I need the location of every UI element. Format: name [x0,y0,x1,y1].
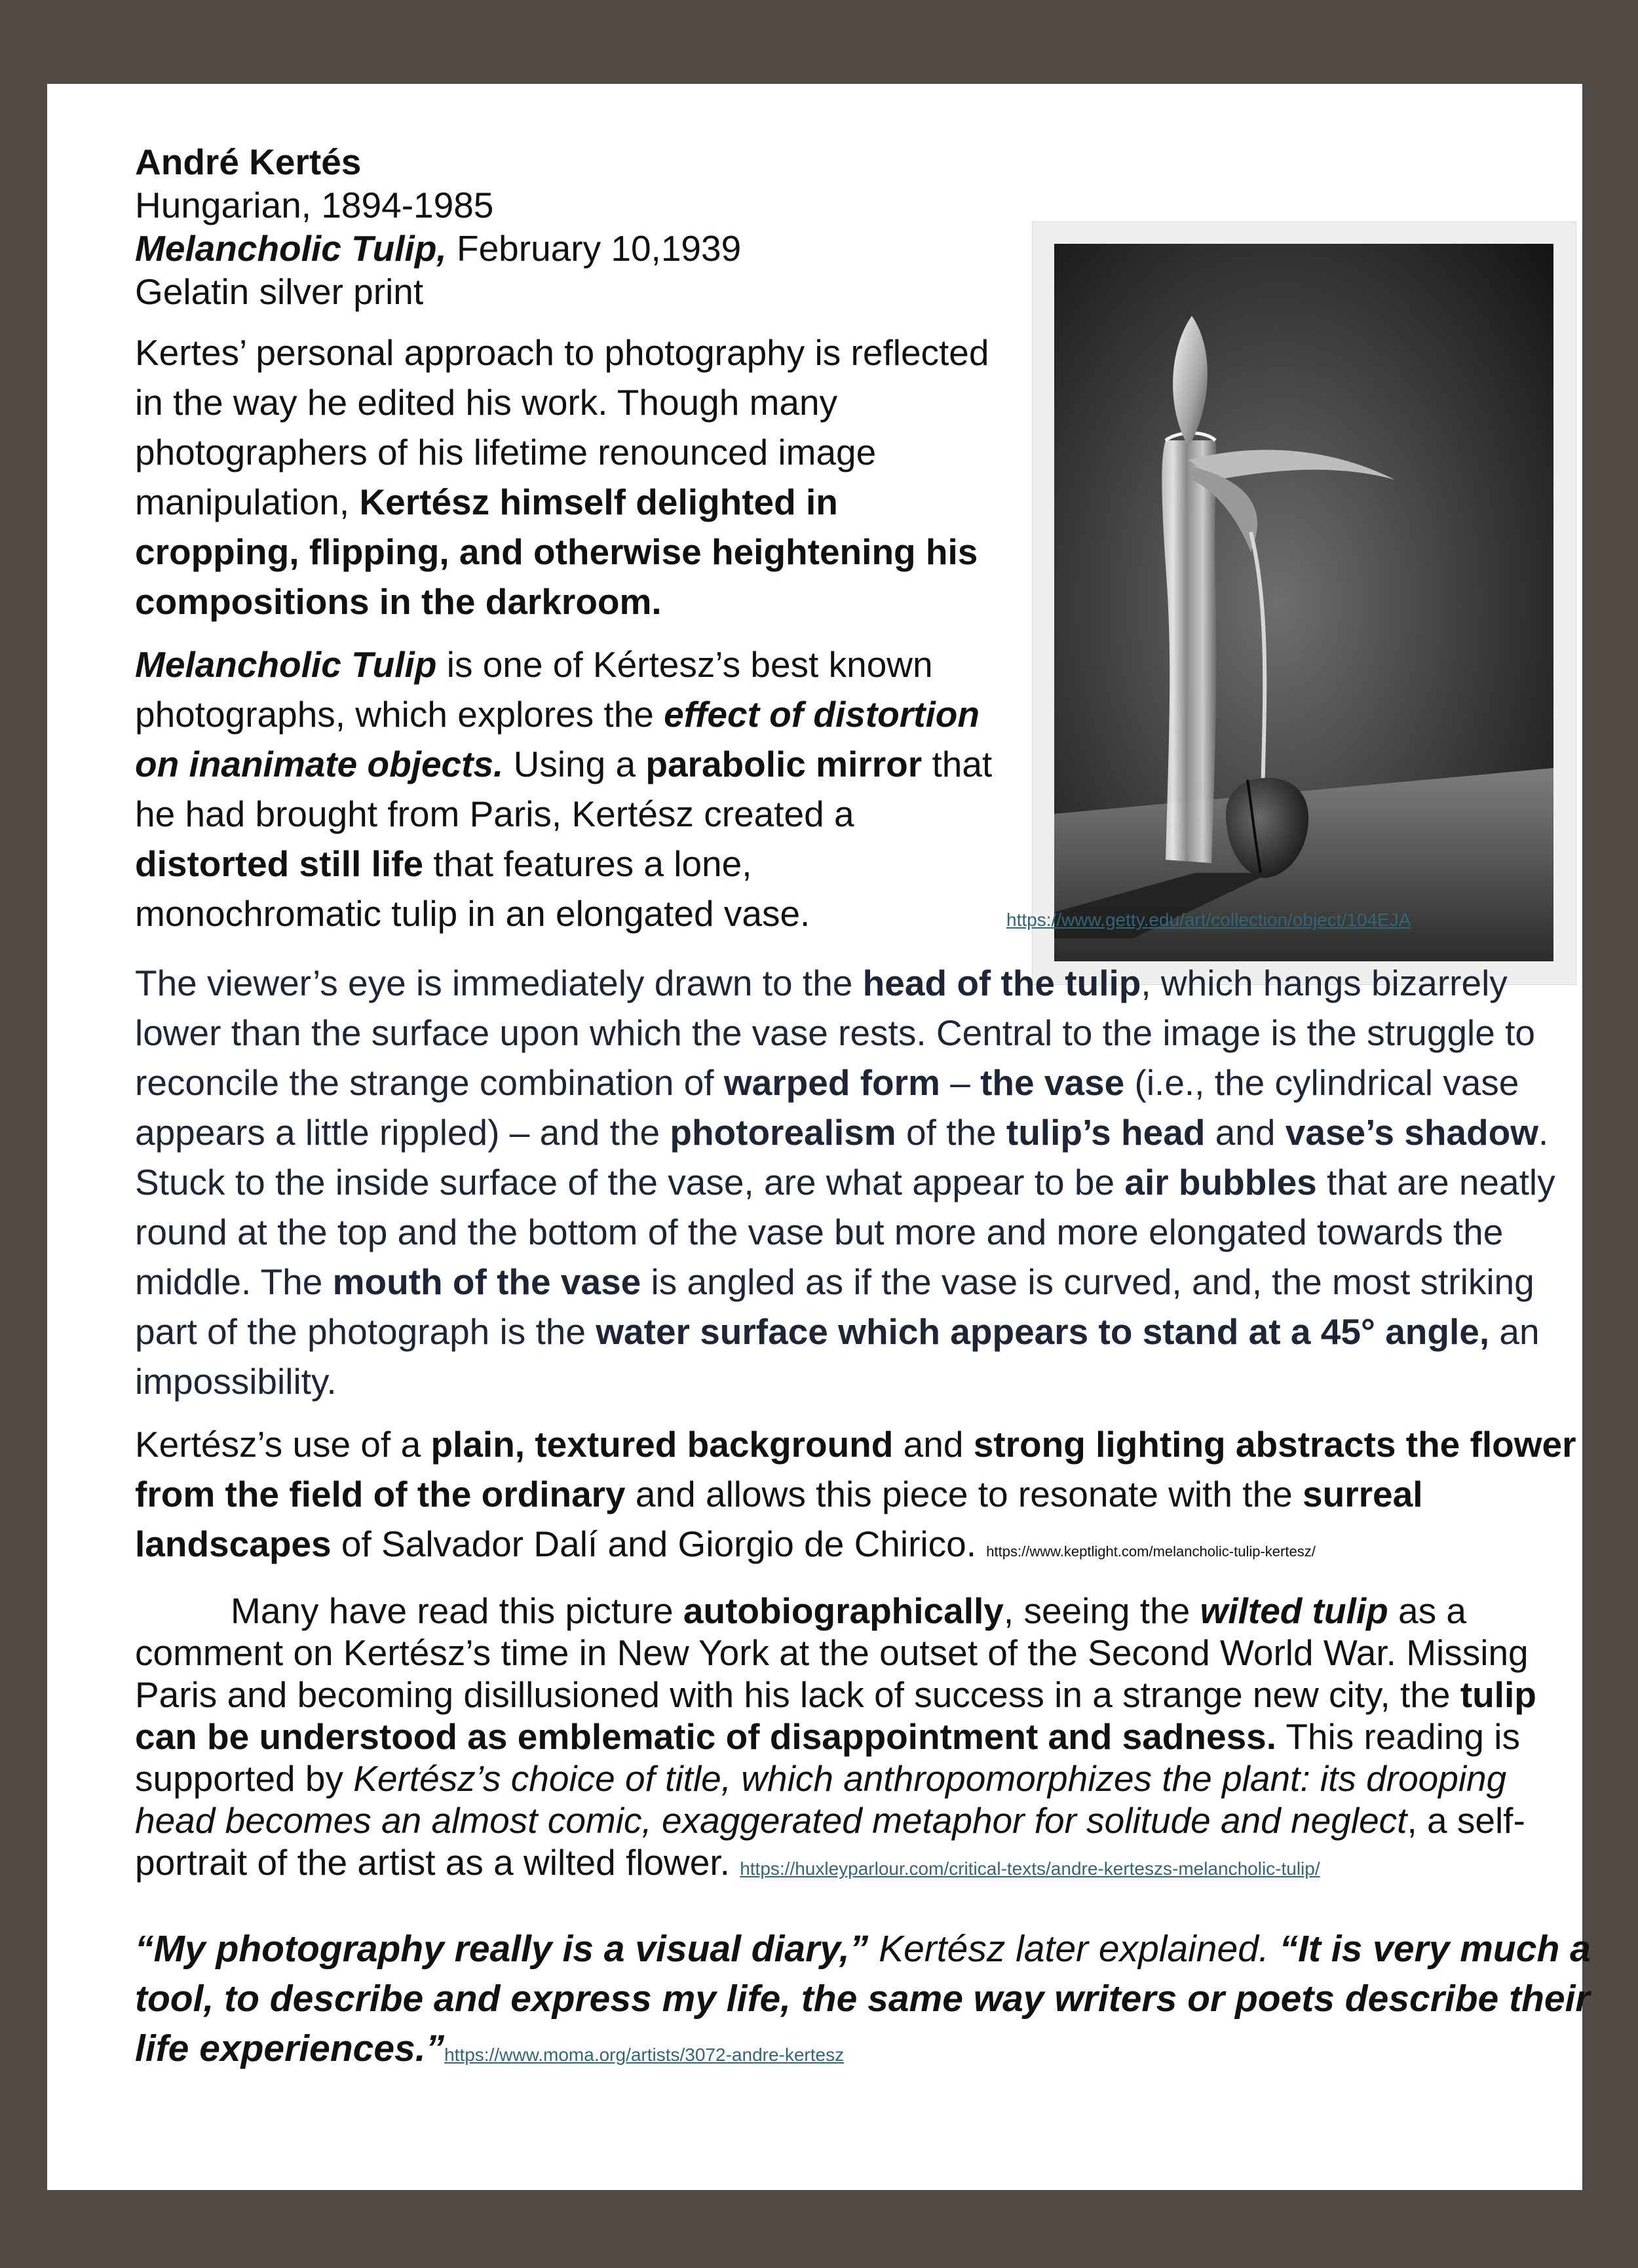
artist-quote: “My photography really is a visual diary,” Kertész later explained. “It is very much a tool, to describe and express my life, the same way writers or poets describe their life experiences.”https://www.moma.org/artists/3072-andre-kertesz [135,1928,1591,2069]
document-page [47,84,1591,2190]
artwork-title-date: Melancholic Tulip, February 10,1939 [135,228,742,269]
moma-link[interactable]: https://www.moma.org/artists/3072-andre-kertesz [444,2045,845,2065]
artwork-caption [135,140,1596,313]
artwork-medium: Gelatin silver print [135,271,424,312]
paragraph-autobiographical: Many have read this picture autobiographically, seeing the wilted tulip as a comment on Kertész’s time in New York at the outset of the Second World War. Missing Paris and becoming disillusioned with his lack of success in a strange new city, the tulip can be understood as emblematic of disappointment and sadness. This reading is supported by Kertész’s choice of title, which anthropomorphizes the plant: its drooping head becomes an almost comic, exaggerated metaphor for solitude and neglect, a self-portrait of the artist as a wilted flower. https://huxleyparlour.com/critical-texts/andre-kerteszs-melancholic-tulip/ [135,1590,1536,1883]
paragraph-distortion: Melancholic Tulip is one of Kértesz’s best known photographs, which explores the effect of distortion on inanimate objects. Using a parabolic mirror that he had brought from Paris, Kertész created a distorted still life that features a lone, monochromatic tulip in an elongated vase. https://www.getty.edu/art/collection/object/104EJA [135,644,1411,934]
huxleyparlour-link[interactable]: https://huxleyparlour.com/critical-texts/andre-kerteszs-melancholic-tulip/ [740,1858,1320,1879]
paragraph-background-lighting: Kertész’s use of a plain, textured background and strong lighting abstracts the flower from the field of the ordinary and allows this piece to resonate with the surreal landscapes of Salvador Dalí and Giorgio de Chirico. https://www.keptlight.com/melancholic-tulip-kertesz/ [135,1424,1576,1564]
keptlight-link[interactable]: https://www.keptlight.com/melancholic-tulip-kertesz/ [986,1543,1316,1560]
artist-nationality: Hungarian, 1894-1985 [135,185,494,225]
artist-name: André Kertés [135,142,362,182]
paragraph-viewer-eye: The viewer’s eye is immediately drawn to the head of the tulip, which hangs bizarrely lower than the surface upon which the vase rests. Central to the image is the struggle to reconcile the strange combination of warped form – the vase (i.e., the cylindrical vase appears a little rippled) – and the photorealism of the tulip’s head and vase’s shadow. Stuck to the inside surface of the vase, are what appear to be air bubbles that are neatly round at the top and the bottom of the vase but more and more elongated towards the middle. The mouth of the vase is angled as if the vase is curved, and, the most striking part of the photograph is the water surface which appears to stand at a 45° angle, an impossibility. [135,963,1555,1402]
paragraph-approach: Kertes’ personal approach to photography is reflected in the way he edited his work. Though many photographers of his lifetime renounced image manipulation, Kertész himself delighted in cropping, flipping, and otherwise heightening his compositions in the darkroom. [135,332,989,622]
content-column [135,140,1596,2080]
getty-link[interactable]: https://www.getty.edu/art/collection/object/104EJA [1006,910,1411,930]
